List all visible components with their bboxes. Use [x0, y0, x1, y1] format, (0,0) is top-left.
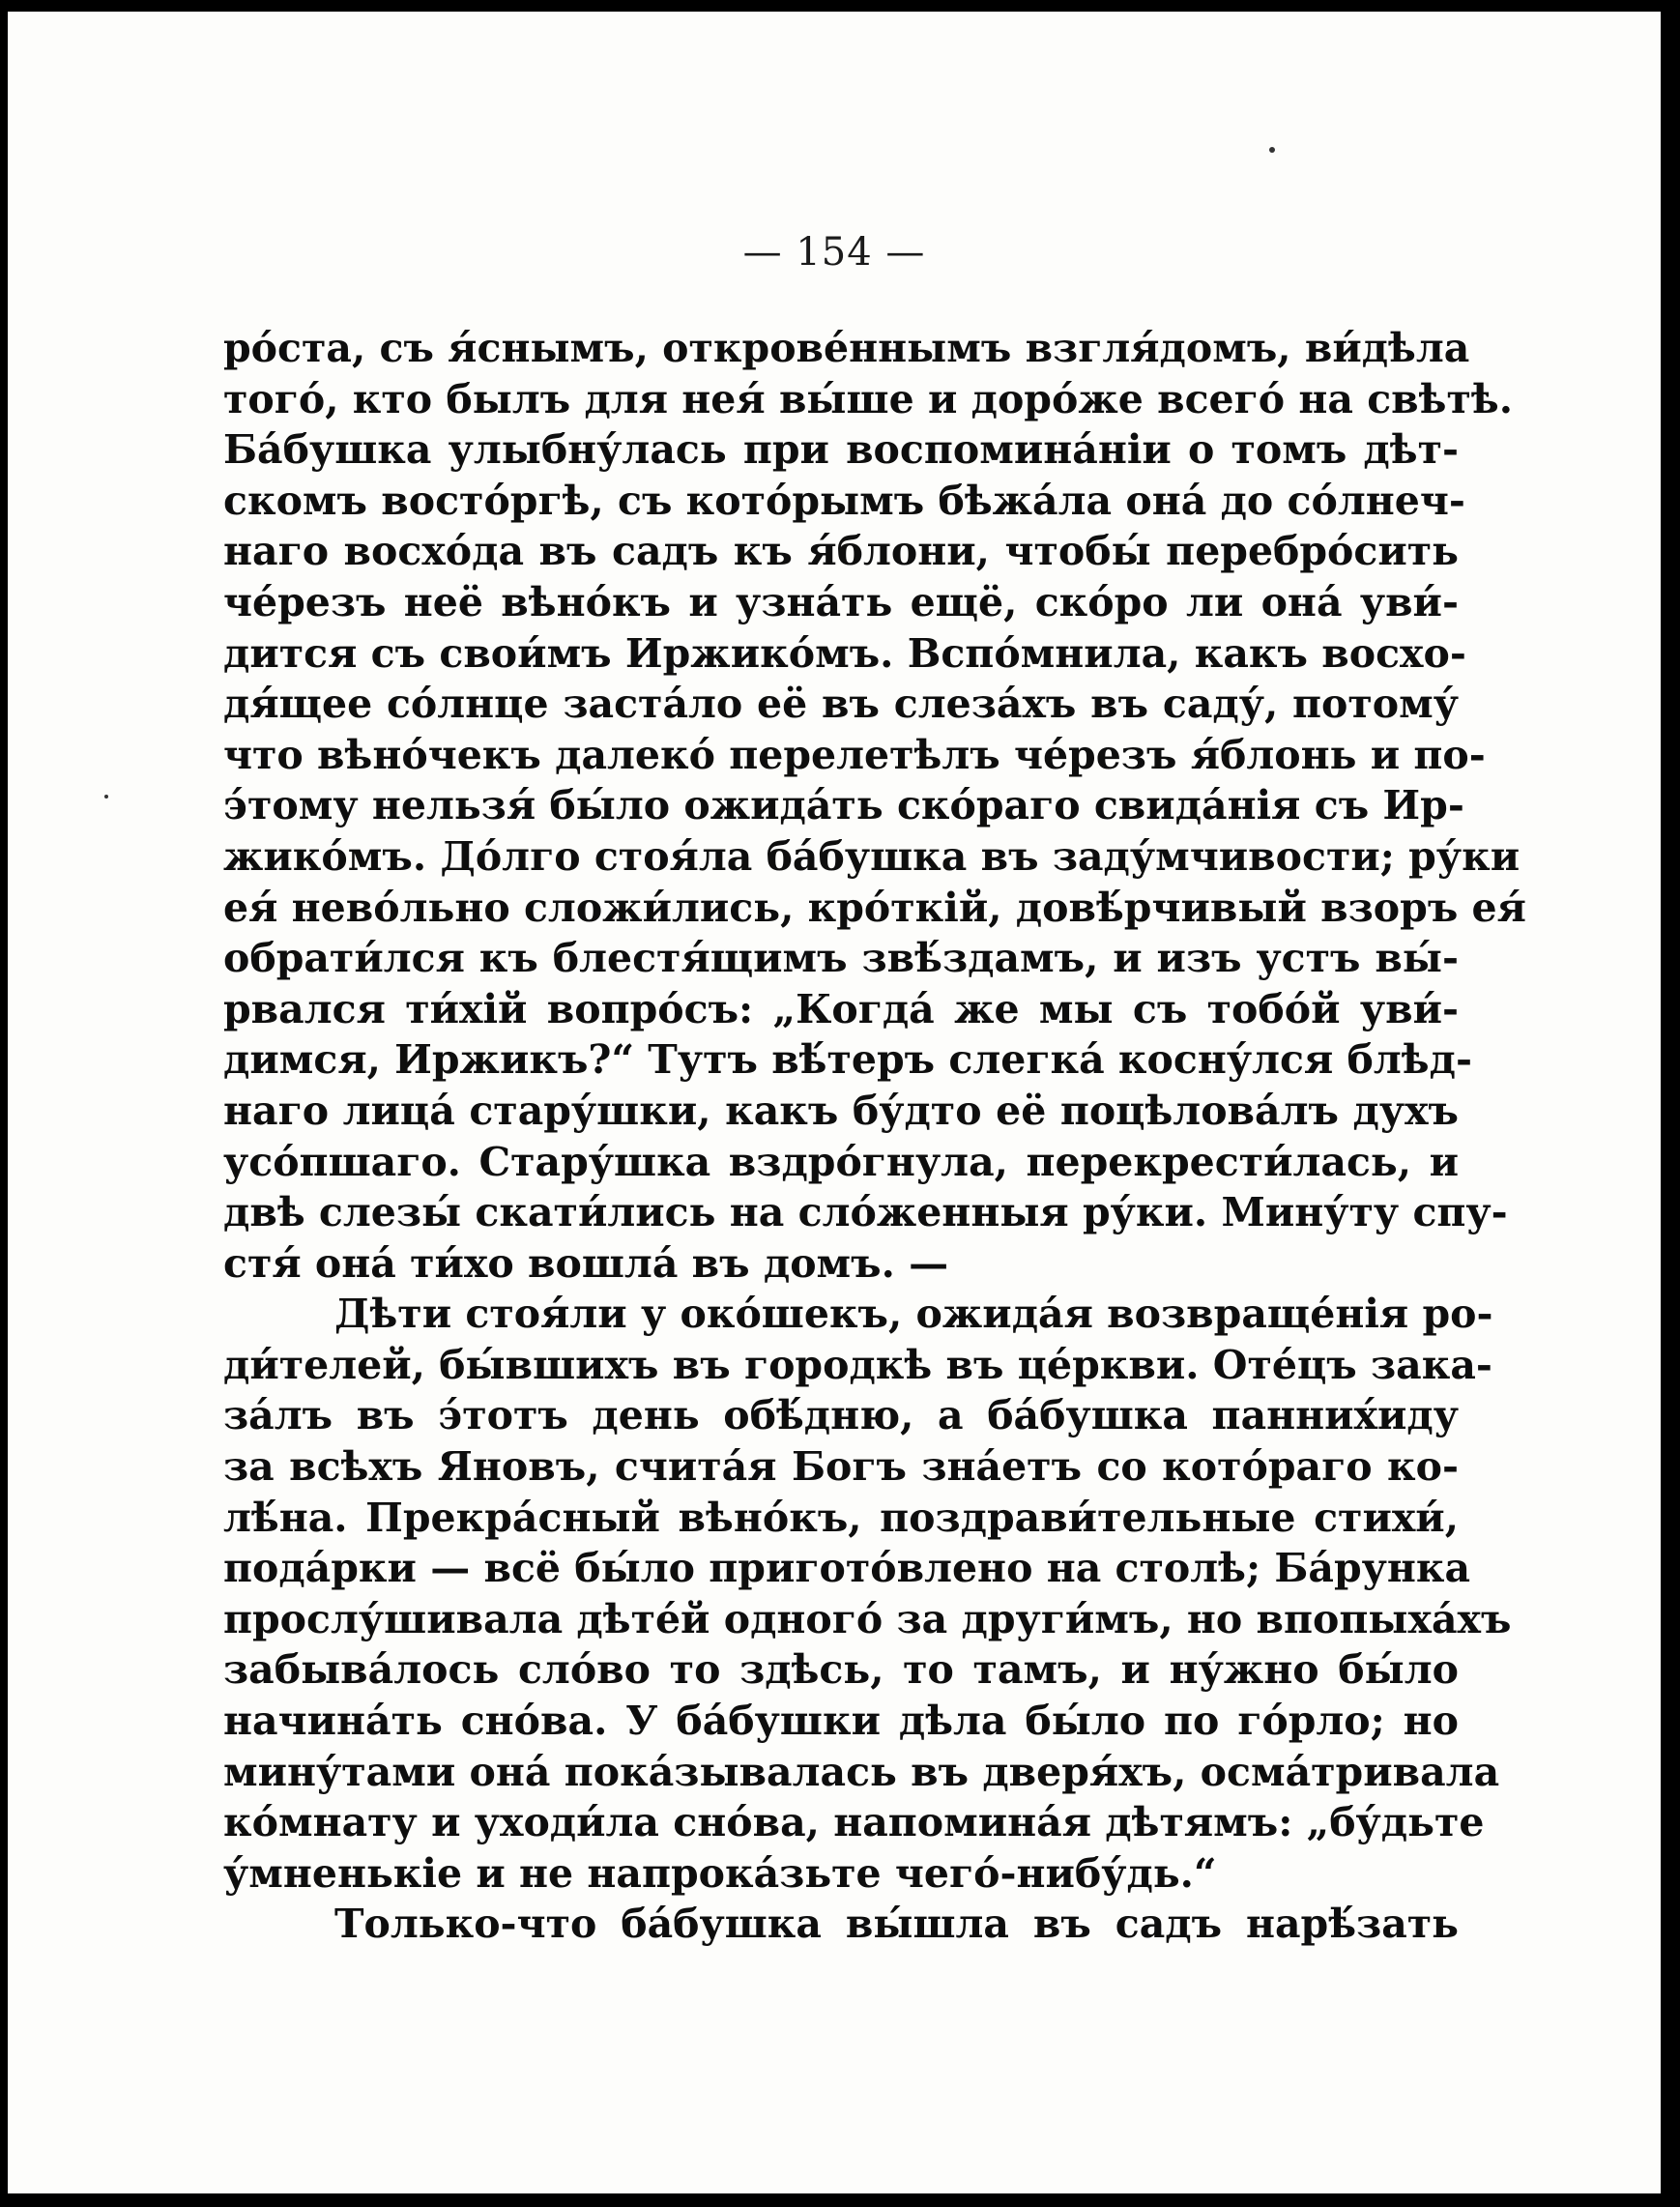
speck-mark	[1269, 147, 1275, 153]
text-line: жико́мъ. До́лго стоя́ла ба́бушка въ заду́мчивости; ру́ки	[223, 832, 1521, 880]
text-line: у́мненькiе и не напрока́зьте чего́-нибу́дь.“	[223, 1849, 1217, 1897]
text-line: мину́тами она́ пока́зывалась въ дверя́хъ, осма́тривала	[223, 1748, 1500, 1795]
text-line: ди́телей, бы́вшихъ въ городкѣ въ це́ркви. Оте́цъ зака-	[223, 1341, 1492, 1388]
text-line: Ба́бушка улыбну́лась при воспомина́нiи о томъ дѣт-	[223, 426, 1459, 474]
text-line: за всѣхъ Яновъ, счита́я Богъ зна́етъ со кото́раго ко-	[223, 1443, 1459, 1491]
text-line: рвался ти́хiй вопро́съ: „Когда́ же мы съ тобо́й уви́-	[223, 985, 1459, 1032]
text-line: пода́рки — всё бы́ло пригото́влено на столѣ; Ба́рунка	[223, 1545, 1471, 1592]
text-line: э́тому нельзя́ бы́ло ожида́ть ско́раго свида́нiя съ Ир-	[223, 782, 1464, 829]
text-line: наго лица́ стару́шки, какъ бу́дто её поцѣлова́лъ духъ	[223, 1087, 1459, 1134]
text-line: того́, кто былъ для нея́ вы́ше и доро́же всего́ на свѣтѣ.	[223, 375, 1514, 422]
text-line: димся, Иржикъ?“ Тутъ вѣ́теръ слегка́ косну́лся блѣд-	[223, 1036, 1472, 1084]
text-line: обрати́лся къ блестя́щимъ звѣ́здамъ, и изъ устъ вы́-	[223, 935, 1459, 982]
book-page	[8, 12, 1661, 2193]
text-line: забыва́лось сло́во то здѣсь, то тамъ, и ну́жно бы́ло	[223, 1646, 1459, 1694]
text-line: двѣ слезы́ скати́лись на сло́женныя ру́ки. Мину́ту спу-	[223, 1189, 1508, 1236]
paragraph	[223, 1289, 1512, 1899]
paragraph	[223, 1899, 1459, 1950]
text-line: ея́ нево́льно сложи́лись, кро́ткiй, довѣ́рчивый взоръ ея́	[223, 884, 1526, 931]
body-text	[223, 323, 1526, 1950]
text-line: усо́пшаго. Стару́шка вздро́гнула, перекрести́лась, и	[223, 1138, 1459, 1185]
paragraph	[223, 323, 1526, 1289]
text-line: че́резъ неё вѣно́къ и узна́ть ещё, ско́ро ли она́ уви́-	[223, 578, 1459, 625]
text-line: ко́мнату и уходи́ла сно́ва, напомина́я дѣтямъ: „бу́дьте	[223, 1799, 1485, 1846]
text-line: дя́щее со́лнце заста́ло её въ слеза́хъ въ саду́, потому́	[223, 681, 1459, 728]
text-line: лѣ́на. Прекра́сный вѣно́къ, поздрави́тельные стихи́,	[223, 1494, 1459, 1541]
text-line: Дѣти стоя́ли у око́шекъ, ожида́я возвраще́нiя ро-	[334, 1291, 1493, 1338]
text-line: стя́ она́ ти́хо вошла́ въ домъ. —	[223, 1239, 949, 1287]
text-line: начина́ть сно́ва. У ба́бушки дѣла бы́ло по го́рло; но	[223, 1698, 1459, 1745]
text-line: наго восхо́да въ садъ къ я́блони, чтобы́ перебро́сить	[223, 528, 1459, 575]
page-number: — 154 —	[742, 230, 926, 275]
speck-mark	[104, 795, 108, 799]
text-line: скомъ восто́ргѣ, съ кото́рымъ бѣжа́ла она́ до со́лнеч-	[223, 477, 1465, 524]
text-line: ро́ста, съ я́снымъ, открове́ннымъ взгля́домъ, ви́дѣла	[223, 325, 1470, 371]
text-line: Только-что ба́бушка вы́шла въ садъ нарѣ́зать	[334, 1901, 1459, 1948]
text-line: дится съ свои́мъ Иржико́мъ. Вспо́мнила, какъ восхо-	[223, 629, 1466, 677]
text-line: за́лъ въ э́тотъ день обѣ́дню, а ба́бушка панних́иду	[223, 1392, 1459, 1439]
text-line: прослу́шивала дѣте́й одного́ за други́мъ, но впопыха́хъ	[223, 1595, 1512, 1642]
text-line: что вѣно́чекъ далеко́ перелетѣлъ че́резъ я́блонь и по-	[223, 731, 1486, 778]
